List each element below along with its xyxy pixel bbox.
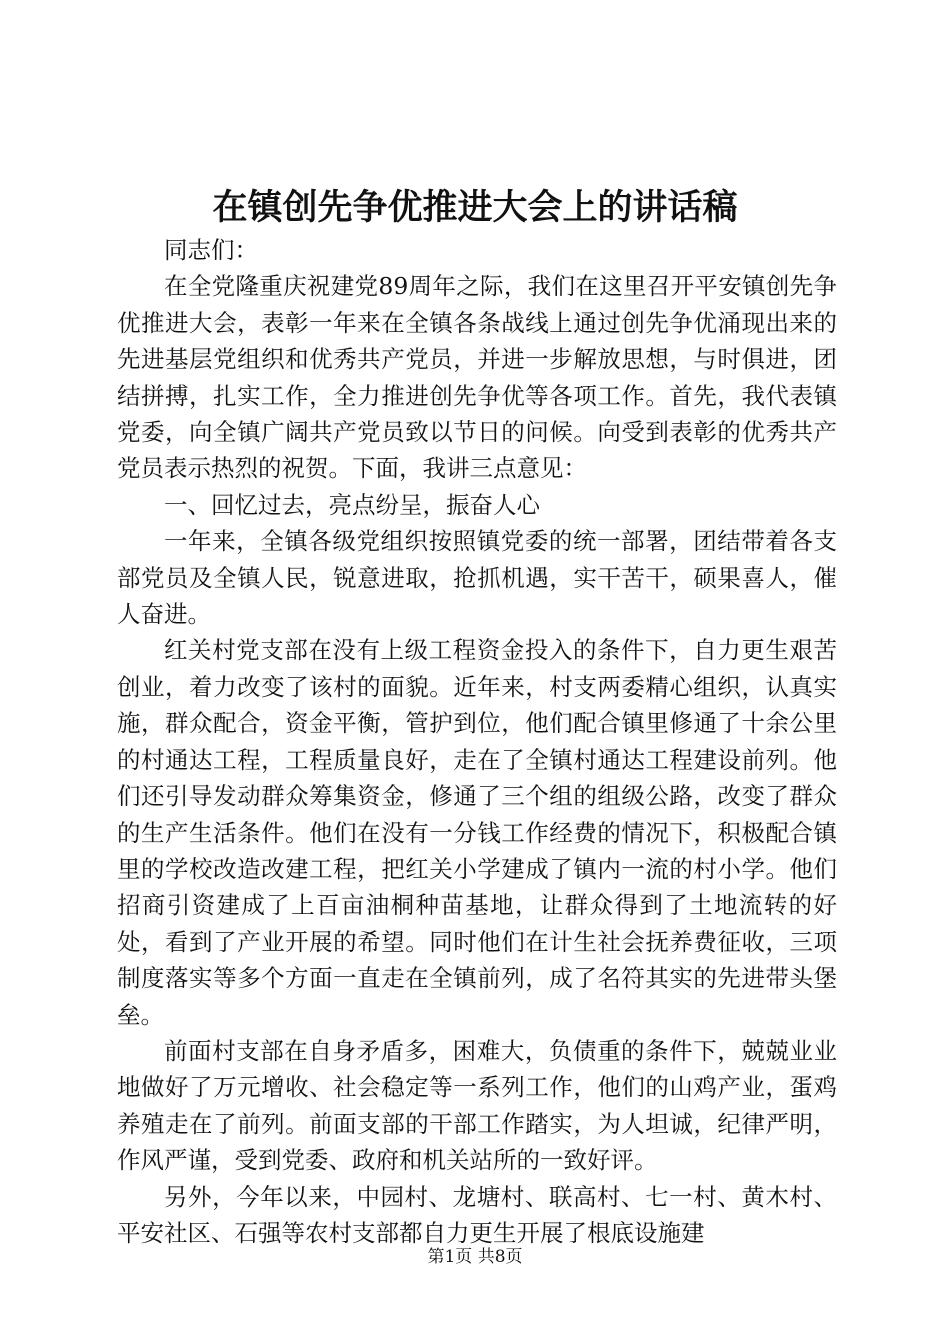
- document-body: [117, 232, 837, 1251]
- body-paragraph: 红关村党支部在没有上级工程资金投入的条件下，自力更生艰苦创业，着力改变了该村的面貌。近年来，村支两委精心组织，认真实施，群众配合，资金平衡，管护到位，他们配合镇里修通了十余公里的村通达工程，工程质量良好，走在了全镇村通达工程建设前列。他们还引导发动群众筹集资金，修通了三个组的组级公路，改变了群众的生产生活条件。他们在没有一分钱工作经费的情况下，积极配合镇里的学校改造改建工程，把红关小学建成了镇内一流的村小学。他们招商引资建成了上百亩油桐种苗基地，让群众得到了土地流转的好处，看到了产业开展的希望。同时他们在计生社会抚养费征收，三项制度落实等多个方面一直走在全镇前列，成了名符其实的先进带头堡垒。: [117, 636, 837, 1029]
- body-paragraph: 另外，今年以来，中园村、龙塘村、联高村、七一村、黄木村、平安社区、石强等农村支部都自力更生开展了根底设施建: [117, 1182, 837, 1247]
- document-title: 在镇创先争优推进大会上的讲话稿: [212, 187, 738, 228]
- section-heading: 一、回忆过去，亮点纷呈，振奋人心: [164, 490, 540, 519]
- body-paragraph: 在全党隆重庆祝建党89周年之际，我们在这里召开平安镇创先争优推进大会，表彰一年来在全镇各条战线上通过创先争优涌现出来的先进基层党组织和优秀共产党员，并进一步解放思想，与时俱进，团结拼搏，扎实工作，全力推进创先争优等各项工作。首先，我代表镇党委，向全镇广阔共产党员致以节日的问候。向受到表彰的优秀共产党员表示热烈的祝贺。下面，我讲三点意见：: [117, 272, 837, 483]
- body-paragraph: 前面村支部在自身矛盾多，困难大，负债重的条件下，兢兢业业地做好了万元增收、社会稳定等一系列工作，他们的山鸡产业，蛋鸡养殖走在了前列。前面支部的干部工作踏实，为人坦诚，纪律严明，作风严谨，受到党委、政府和机关站所的一致好评。: [117, 1036, 837, 1175]
- body-paragraph: 一年来，全镇各级党组织按照镇党委的统一部署，团结带着各支部党员及全镇人民，锐意进取，抢抓机遇，实干苦干，硕果喜人，催人奋进。: [117, 527, 837, 629]
- page-number-footer: 第1页 共8页: [427, 1247, 523, 1267]
- salutation-paragraph: 同志们：: [164, 236, 258, 264]
